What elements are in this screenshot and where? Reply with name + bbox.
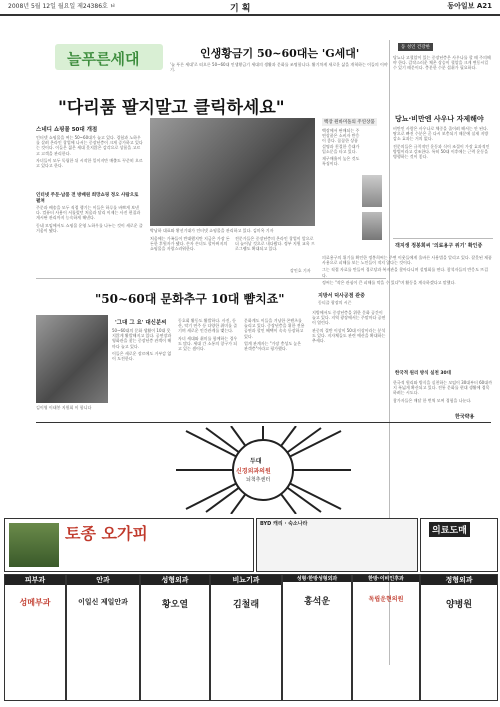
series-intro: '늘 푸른 세대'로 떠오른 50~60대 인생황금기 세대의 생활과 문화를 조명합니다. 활기차게 새로운 삶을 개척하는 이들의 이야기. — [170, 62, 388, 73]
main-kicker: 스네디 쇼핑몰 50대 개점 — [36, 127, 98, 133]
second-photo — [36, 315, 108, 403]
right-rule — [393, 238, 493, 239]
emblem-line1: 두대 — [250, 458, 262, 465]
ad-hospital-2[interactable]: 안과 이일신 제일안과 — [66, 574, 140, 701]
side-text: 지방에서도 중장년층을 위한 문화 공간이 늘고 있다. 지역 광장에서는 주말마다 공연이 열린다. 관중의 절반 이상이 50대 이상이라는 분석도 있다. 지자체들도 관련 예산을 확대하는 추세다. — [312, 310, 386, 344]
right-text-2: 비만인 사람은 사우나로 체중을 줄이려 해서는 안 된다. 땀으로 빠진 수분은 곧 다시 보충되기 때문에 실제 지방 감소 효과는 거의 없다. 전문의들은 규칙적인 운동과 식이 조절이 가장 효과적인 방법이라고 강조한다. 특히 50대 이후에는 근력 운동을 병행하는 것이 좋다. — [393, 126, 490, 160]
emblem-ad[interactable] — [36, 426, 491, 514]
ad-hospital-4[interactable]: 비뇨기과 김철래 — [210, 574, 282, 701]
ad-top-left-image — [9, 523, 59, 567]
page-number: 동아일보 A21 — [447, 2, 492, 10]
second-text-1: 50~60대의 문화 생활이 10대 못지않게 활발해지고 있다. 공연장과 영화관을 찾는 중장년층 관객이 해마다 늘고 있다. 이들은 새로운 장르에도 거부감 없이 도전한다. — [112, 328, 172, 362]
second-photo-caption: 김이영 이태봉 지원회 이 합니다 — [36, 405, 92, 410]
hospital-name-2: 이일신 제일안과 — [78, 598, 128, 606]
hospital-name-4: 김철래 — [232, 600, 260, 610]
right-text-1: 당뇨나 고혈압이 있는 중장년층은 사우나를 할 때 주의해야 한다. 갑작스러운 체온 상승이 혈압을 크게 변동시킬 수 있기 때문이다. 충분한 수분 섭취가 필요하다. — [393, 55, 491, 71]
date-line: 2008년 5월 12일 월요일 제24386호 ㅂ — [8, 3, 116, 10]
second-text-2: 동호회 활동도 활발하다. 사진, 등산, 악기 연주 등 다양한 취미를 즐기며 새로운 인간관계를 맺는다. 자녀 세대와 취미를 함께하는 경우도 많다. 세대 간 소통의 창구가 되고 있는 셈이다. — [178, 318, 238, 352]
ad-hospital-3[interactable]: 성형외과 황오열 — [140, 574, 210, 701]
side-headline: 지방서 덕사공점 관중 — [318, 293, 365, 299]
hospital-name-1: 성메부과 — [19, 598, 51, 607]
hospital-name-6: 독립운현의원 — [368, 596, 404, 603]
ad-top-mid[interactable]: BYD 캐리 · 숙소나라 — [256, 518, 418, 572]
ad-hospital-1[interactable]: 피부과 성메부과 — [4, 574, 66, 701]
main-photo-caption: 박남하 대표와 황선기대가 인터넷 쇼핑몰을 관리하고 있다. 김미옥 기자 — [150, 228, 274, 233]
ad-top-right[interactable] — [420, 518, 498, 572]
ad-hospital-5[interactable]: 성형·한방성형외과 홍석운 — [282, 574, 352, 701]
right-kicker: 동 성인 건강한 — [398, 43, 433, 51]
series-banner: 인생황금기 50~60대는 'G세대' — [200, 47, 360, 60]
ad-top-right-title: 의료도매 — [429, 522, 470, 537]
side-tag: 백장 원바미돌의 주연상품 — [324, 120, 375, 125]
side-sub: 동티즐 광장의 시즌 — [318, 300, 352, 305]
second-text-3: 문화계도 이들을 겨냥한 콘텐츠를 늘리고 있다. 중장년층을 위한 전용 공연과 할인 혜택이 속속 등장하고 있다. 업계 관계자는 "가장 충성도 높은 관객층"이라고 평가했다. — [244, 318, 305, 352]
right-text-4: 한국적 원리와 방식을 실천하는 모임이 30대부터 60대까지 폭넓게 확산되고 있다. 전통 문화를 현대 생활에 접목하려는 시도다. 참가자들은 매달 한 번씩 모여 경험을 나눈다. — [393, 380, 492, 403]
product-photo-1 — [362, 175, 382, 207]
hospital-name-5: 홍석운 — [303, 597, 331, 607]
main-text-col2: 처음에는 가족들이 반대했지만 지금은 가장 든든한 후원자가 됐다. 손자 손녀도 할아버지의 쇼핑몰을 자랑스러워한다. — [150, 236, 230, 252]
section-rule — [36, 278, 386, 279]
main-photo — [150, 118, 315, 226]
right-bottom-sub: 한국적 원리 방식 실천 30대 — [395, 371, 451, 376]
second-headline: "50~60대 문화추구 10대 뺨치죠" — [95, 292, 285, 306]
emblem-line3: 뇌척추센터 — [246, 477, 271, 483]
right-subhead: 당뇨·비만엔 사우나 자제해야 — [395, 115, 484, 123]
main-text-col1: 인터넷 쇼핑몰을 여는 50~60대가 늘고 있다. 경험과 노하우를 살려 온라인 창업에 나서는 중장년층이 크게 증가하고 있다는 것이다. 이들은 젊은 세대 못지않은 감각으로 상품을 고르고 고객을 관리한다. 자녀들이 모두 독립한 뒤 시작한 일이지만 매출도 꾸준히 오르고 있다고 한다. — [36, 135, 143, 169]
main-subhead: 인터넷 주문·납품 전 방배원 희망쇼핑 정오 사람으로 펼쳐 — [36, 193, 139, 204]
main-text-col1b: 주문과 배송을 모두 직접 챙기는 이들은 하루를 바쁘게 보낸다. 컴퓨터 사용이 서툴렀던 처음과 달리 이제는 사진 편집과 게시판 관리까지 능숙하게 해낸다. 동네 모임에서도 쇼핑몰 운영 노하우를 나누는 것이 새로운 즐거움이 됐다. — [36, 205, 143, 233]
product-photo-2 — [362, 212, 382, 240]
right-text-3: 의료용구의 위기를 확인한 정봉희씨는 주변 이웃들에게 올바른 사용법을 알리고 있다. 잘못된 제품 사용으로 피해를 보는 노인들이 적지 않다는 것이다. 그는 직접 자료를 만들어 경로당과 복지관을 찾아다니며 설명회를 연다. 참석자들의 반응도 뜨겁다. 정씨는 "작은 관심이 큰 피해를 막을 수 있다"며 활동을 계속하겠다고 말했다. — [322, 255, 492, 285]
hospital-name-7: 양병원 — [445, 600, 473, 610]
hospital-name-3: 황오열 — [161, 600, 189, 610]
ad-top-left-title: 토종 오가피 — [65, 524, 148, 543]
main-text-col3: 전문가들은 중장년층의 온라인 창업이 앞으로 더 늘어날 것으로 내다봤다. 정부 지원 교육 프로그램도 확대되고 있다. — [235, 236, 315, 252]
page-header — [0, 0, 500, 16]
ad-hospital-7[interactable]: 정형외과 양병원 — [420, 574, 498, 701]
second-quote: '그대 그 요' 대신분씨 — [115, 320, 167, 326]
logo-text: 늘푸른세대 — [67, 50, 140, 68]
section-title: 기획 — [230, 4, 254, 14]
ad-hospital-6[interactable]: 한방·이비인후과 독립운현의원 — [352, 574, 420, 701]
main-byline: 강인호 기자 — [290, 268, 311, 273]
ad-top-left[interactable] — [4, 518, 254, 572]
foot-company: 한국략용 — [455, 414, 475, 420]
emblem-line2: 신경외과의원 — [236, 468, 271, 475]
main-headline: "다리품 팔지말고 클릭하세요" — [58, 98, 285, 118]
right-subhead-2: 객지생 정봉희씨 '의료용구 위기' 확인증 — [395, 243, 483, 249]
middle-text: 백장에서 판매되는 주연상품은 소비자 반응이 좋다. 꼼꼼한 상품 설명과 친절한 응대가 입소문을 타고 있다. 재구매율이 높은 것도 특징이다. — [322, 128, 360, 167]
logo-box — [55, 44, 163, 70]
article-bottom-rule — [36, 422, 491, 423]
